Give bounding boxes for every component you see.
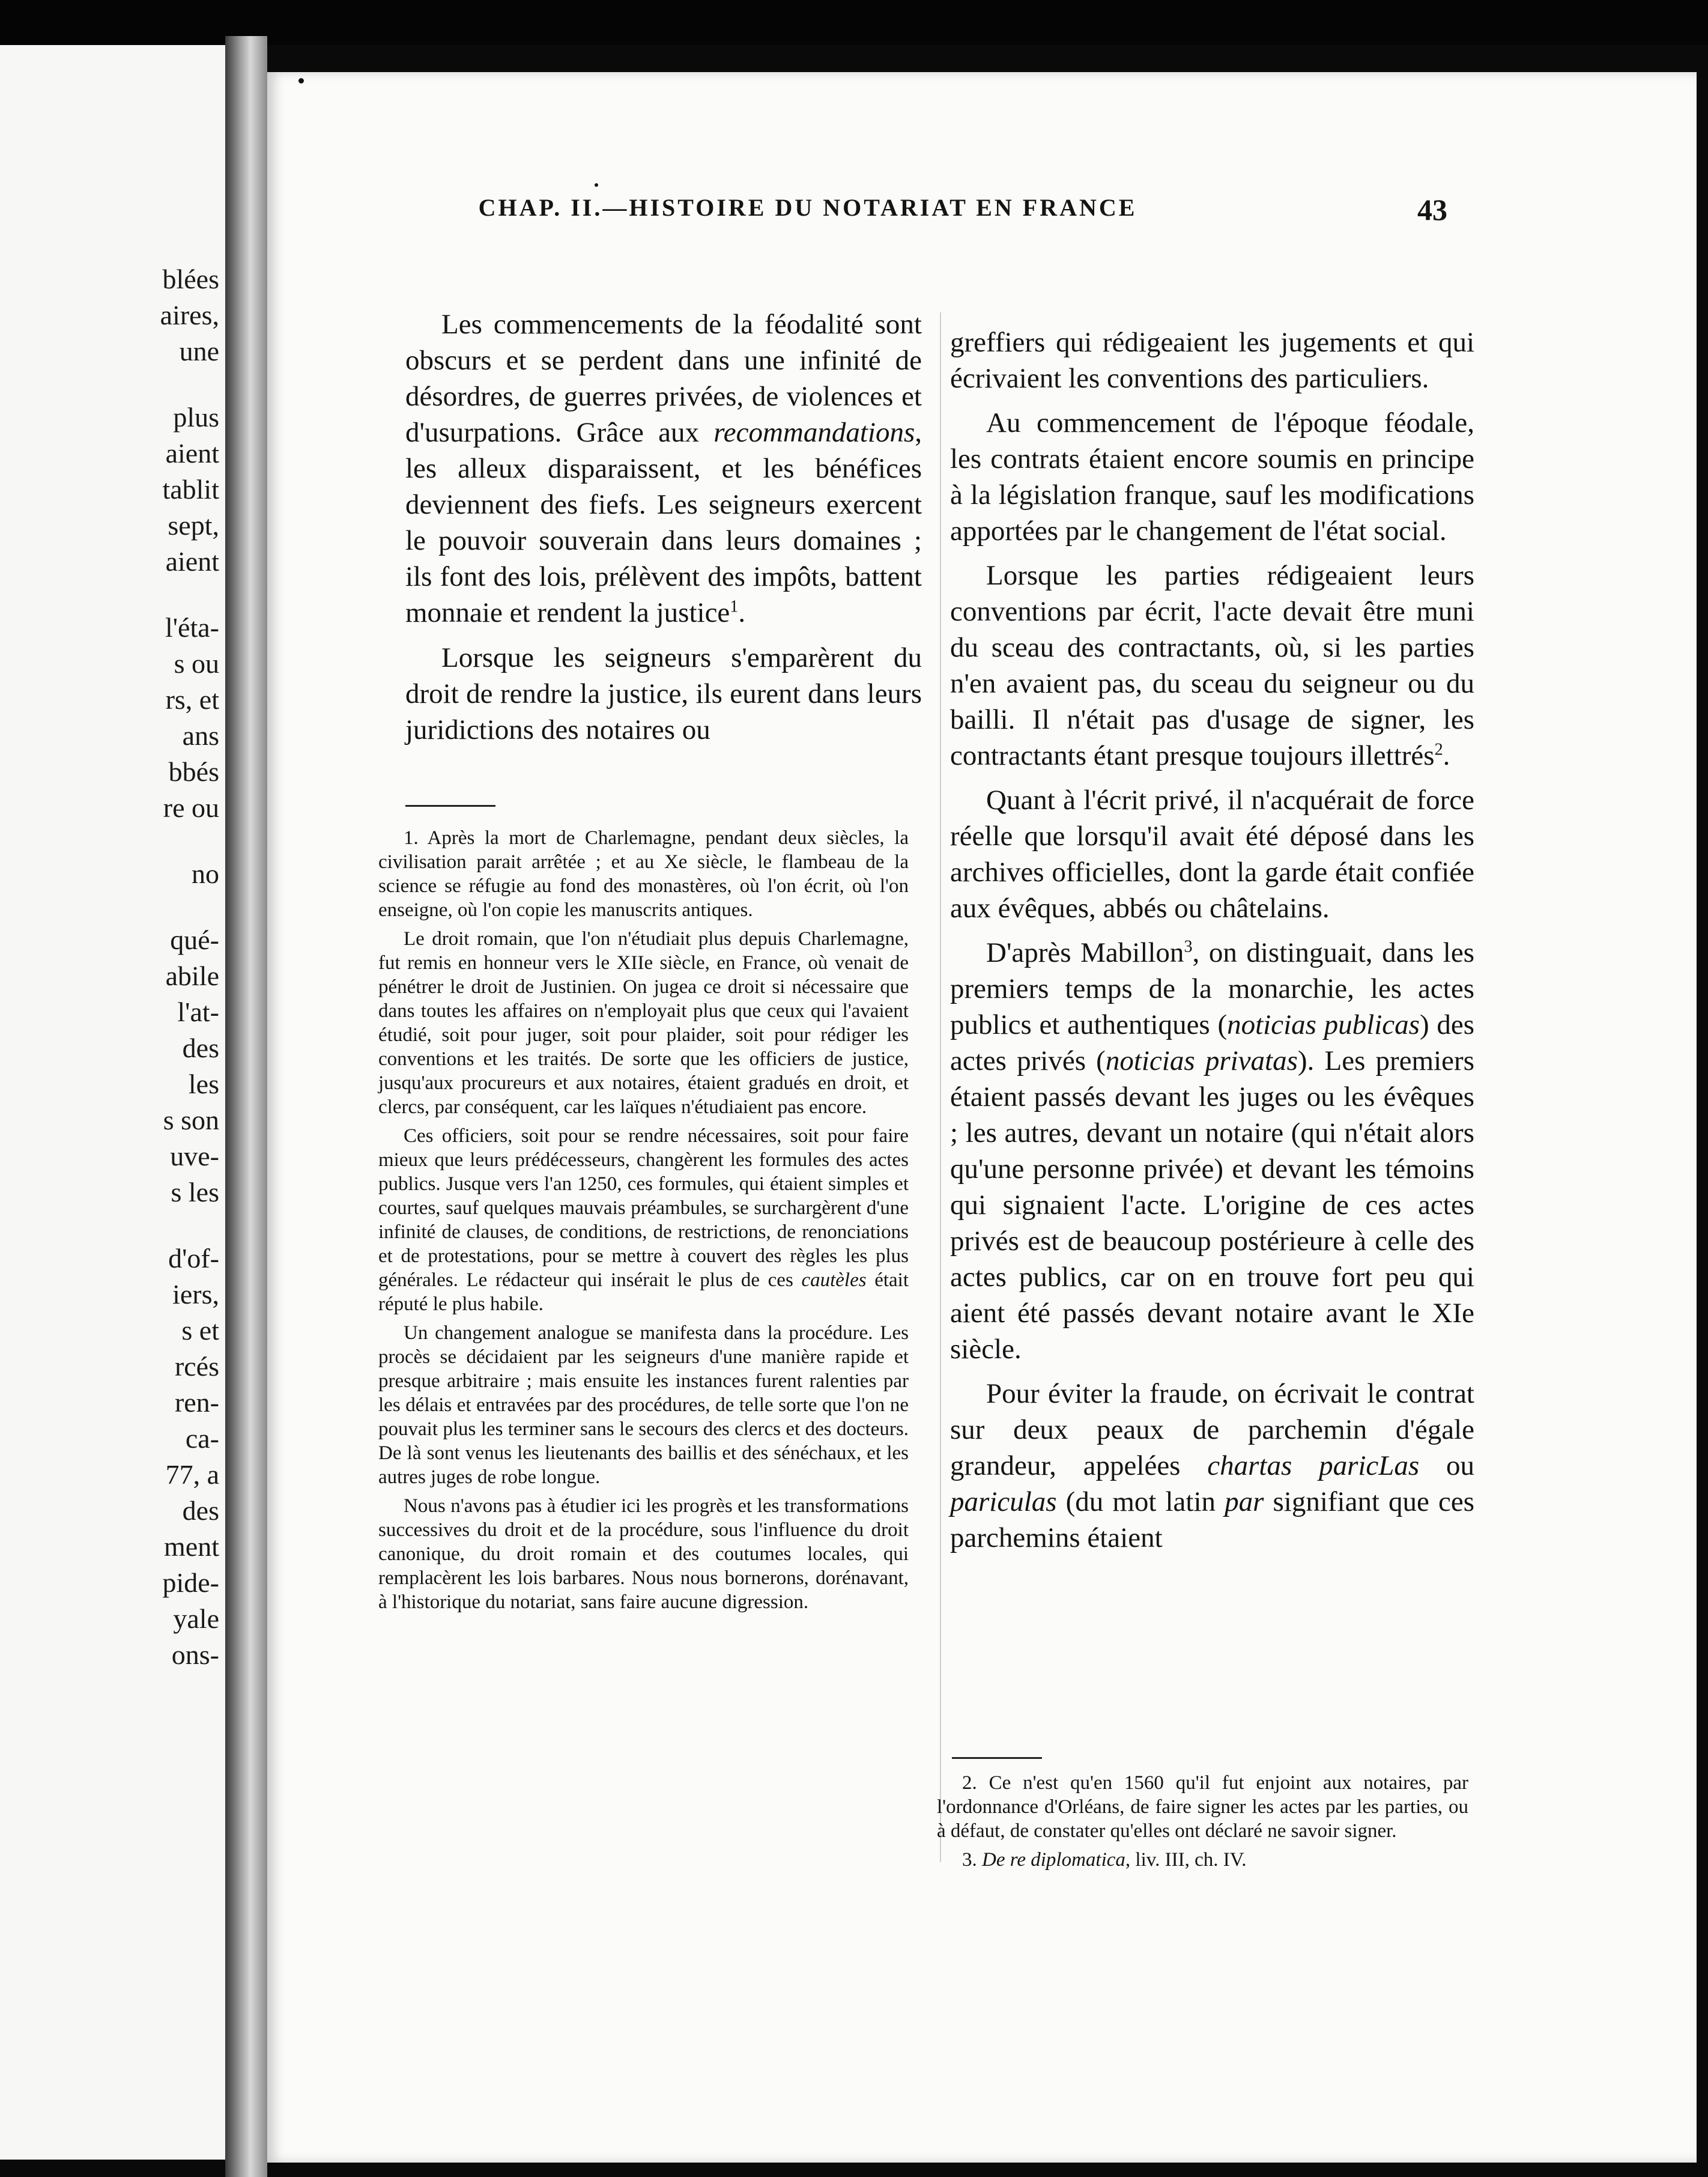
left-page-text-fragment: s son xyxy=(163,1105,219,1135)
left-page-text-fragment: bbés xyxy=(168,756,219,787)
text-run: ). Les premiers étaient passés devant les juges ou les évêques ; les autres, devant un notaire (qui n'était alors qu'une personne privée) et devant les témoins qui signaient l'acte. L'origine de ces actes privés est de beaucoup postérieure à celle des actes publics, car on en trouve fort peu qui aient été passés devant notaire avant le XIe siècle. xyxy=(950,1045,1474,1365)
left-page-text-fragment: plus xyxy=(173,402,219,433)
footnote xyxy=(937,1848,1468,1872)
left-page-text-fragment: sept, xyxy=(168,510,219,541)
left-page-text-fragment: re ou xyxy=(163,792,219,823)
paragraph: Au commencement de l'époque féodale, les contrats étaient encore soumis en principe à la législation franque, sauf les modifications apportées par le changement de l'état social. xyxy=(950,407,1474,547)
left-page-text-fragment: qué- xyxy=(170,925,219,955)
paragraph: greffiers qui rédigeaient les jugements et qui écrivaient les conventions des particuliers. xyxy=(950,327,1474,394)
footnote-rule xyxy=(405,805,495,807)
column-divider xyxy=(940,312,941,1862)
left-page-text-fragment: blées xyxy=(162,264,219,294)
italic-term: noticias publicas xyxy=(1227,1009,1420,1040)
left-page-text-fragment: s et xyxy=(181,1315,219,1346)
left-page-text-fragment: ans xyxy=(182,720,219,751)
left-page-text-fragment: rs, et xyxy=(165,684,219,715)
text-run: 3. xyxy=(962,1849,982,1871)
left-page-text-fragment: aient xyxy=(165,546,219,577)
scan-speck xyxy=(595,183,598,187)
book-gutter xyxy=(225,36,267,2177)
italic-term: cautèles xyxy=(801,1269,867,1291)
text-run: . xyxy=(738,597,746,628)
text-run: . xyxy=(1443,740,1450,771)
paragraph xyxy=(950,557,1474,774)
left-page-text-fragment: l'éta- xyxy=(165,612,219,643)
italic-term: recommandations xyxy=(713,417,915,448)
footnotes-right xyxy=(937,1771,1468,1877)
left-page-text-fragment: 77, a xyxy=(165,1459,219,1490)
main-text-column-right xyxy=(950,324,1474,1556)
italic-term: chartas paricLas xyxy=(1207,1450,1420,1481)
main-text-column-left xyxy=(405,306,922,748)
italic-term: par xyxy=(1225,1486,1264,1517)
text-run: Lorsque les parties rédigeaient leurs conventions par écrit, l'acte devait être muni du sceau des contractants, où, si les parties n'en avaient pas, du sceau du seigneur ou du bailli. Il n'était pas d'usage de signer, les contractants étant presque toujours illettrés xyxy=(950,560,1474,771)
left-page-text-fragment: abile xyxy=(165,961,219,991)
left-page-text-fragment: aient xyxy=(165,438,219,469)
left-page-text-fragment: yale xyxy=(173,1603,219,1634)
left-page-text-fragment: rcés xyxy=(174,1351,219,1382)
left-page-text-fragment: ren- xyxy=(174,1387,219,1418)
left-page-text-fragment: aires, xyxy=(160,300,219,330)
paragraph xyxy=(950,1376,1474,1556)
left-page-text-fragment: des xyxy=(182,1495,219,1526)
text-run: Ces officiers, soit pour se rendre nécessaires, soit pour faire mieux que leurs prédécesseurs, changèrent les formules des actes publics. Jusque vers l'an 1250, ces formules, qui étaient simples et courtes, sauf quelques mauvais préambules, se surchargèrent d'une infinité de clauses, de conditions, de restrictions, de renonciations et de protestations, pour se mettre à couvert des règles les plus générales. Le rédacteur qui insérait le plus de ces xyxy=(378,1125,909,1291)
italic-term: pariculas xyxy=(950,1486,1057,1517)
paragraph xyxy=(405,306,922,631)
running-header: CHAP. II.—HISTOIRE DU NOTARIAT EN FRANCE xyxy=(478,194,1137,221)
paragraph: Lorsque les seigneurs s'emparèrent du droit de rendre la justice, ils eurent dans leurs juridictions des notaires ou xyxy=(405,642,922,745)
text-run: Les commencements de la féodalité sont obscurs et se perdent dans une infinité de désordres, de guerres privées, de violences et d'usurpations. Grâce aux xyxy=(405,309,922,448)
left-page-text-fragment: d'of- xyxy=(168,1243,219,1274)
text-run: Pour éviter la fraude, on écrivait le contrat sur deux peaux de parchemin d'égale grandeur, appelées xyxy=(950,1378,1474,1481)
footnote: Un changement analogue se manifesta dans la procédure. Les procès se décidaient par les seigneurs d'une manière rapide et presque arbitraire ; mais ensuite les instances furent ralenties par les délais et entravées par des procédures, de telle sorte que l'on ne pouvait plus les terminer sans le secours des clercs et des docteurs. De là sont venus les lieutenants des baillis et des sénéchaux, et les autres juges de robe longue. xyxy=(378,1322,909,1488)
left-page-text-fragment: l'at- xyxy=(177,997,219,1027)
left-page-text-fragment: une xyxy=(179,336,219,366)
paragraph xyxy=(950,935,1474,1367)
left-page-text-fragment: uve- xyxy=(170,1141,219,1171)
text-run: , on distinguait, dans les premiers temps de la monarchie, les actes publics et authentiques ( xyxy=(950,937,1474,1040)
footnote-ref: 3 xyxy=(1184,937,1193,956)
left-page-text-fragment: des xyxy=(182,1033,219,1063)
left-page-text-fragment: ons- xyxy=(171,1639,219,1670)
left-page-text-fragment: ment xyxy=(164,1531,219,1562)
footnote xyxy=(378,1124,909,1316)
left-page-text-fragment: les xyxy=(188,1069,219,1099)
footnote: Le droit romain, que l'on n'étudiait plus depuis Charlemagne, fut remis en honneur vers le XIIe siècle, en France, où venait de pénétrer le droit de Justinien. On jugea ce droit si nécessaire que dans toutes les affaires on n'employait plus que ceux qui l'avaient étudié, soit pour juger, soit pour plaider, soit pour rédiger les conventions et les traités. De sorte que les officiers de justice, jusqu'aux procureurs et aux notaires, étaient gradués en droit, et clercs, par conséquent, car les laïques n'étudiaient pas encore. xyxy=(378,928,909,1118)
italic-term: noticias privatas xyxy=(1105,1045,1298,1076)
left-page-text-fragment: s les xyxy=(171,1177,219,1207)
page-number: 43 xyxy=(1417,193,1447,226)
text-run: , liv. III, ch. IV. xyxy=(1125,1849,1247,1871)
footnote: 1. Après la mort de Charlemagne, pendant deux siècles, la civilisation parait arrêtée ; et au Xe siècle, le flambeau de la science se réfugie au fond des monastères, où l'on écrit, où l'on enseigne, où l'on copie les manuscrits antiques. xyxy=(378,827,909,921)
footnotes-left xyxy=(378,826,909,1619)
text-run: signifiant que ces parchemins étaient xyxy=(950,1486,1474,1553)
left-page-text-fragment: tablit xyxy=(162,474,219,505)
text-run: (du mot latin xyxy=(1056,1486,1225,1517)
footnote-ref: 2 xyxy=(1434,740,1443,759)
footnote-ref: 1 xyxy=(730,597,739,616)
left-page-text-fragment: iers, xyxy=(172,1279,219,1310)
italic-term: De re diplomatica xyxy=(982,1849,1125,1871)
left-page-text-fragment: ca- xyxy=(185,1423,219,1454)
text-run: ou xyxy=(1419,1450,1475,1481)
left-page-edge xyxy=(0,45,225,2160)
text-run: , les alleux disparaissent, et les bénéfices deviennent des fiefs. Les seigneurs exercent le pouvoir souverain dans leurs domaines ; ils font des lois, prélèvent des impôts, battent monnaie et rendent la justice xyxy=(405,417,922,628)
footnote: Nous n'avons pas à étudier ici les progrès et les transformations successives du droit et de la procédure, sous l'influence du droit canonique, du droit romain et des coutumes locales, qui remplacèrent les lois barbares. Nous nous bornerons, dorénavant, à l'historique du notariat, sans faire aucune digression. xyxy=(378,1495,909,1613)
left-page-text-fragment: pide- xyxy=(162,1567,219,1598)
text-run: D'après Mabillon xyxy=(986,937,1184,968)
left-page-text-fragment: no xyxy=(192,858,219,889)
text-run: était réputé le plus habile. xyxy=(378,1269,909,1315)
scan-speck xyxy=(298,78,304,83)
footnote: 2. Ce n'est qu'en 1560 qu'il fut enjoint aux notaires, par l'ordonnance d'Orléans, de faire signer les actes par les parties, ou à défaut, de constater qu'elles ont déclaré ne savoir signer. xyxy=(937,1772,1468,1842)
left-page-text-fragment: s ou xyxy=(174,648,219,679)
footnote-rule xyxy=(952,1757,1042,1759)
text-run: ) des actes privés ( xyxy=(950,1009,1474,1076)
paragraph: Quant à l'écrit privé, il n'acquérait de force réelle que lorsqu'il avait été déposé dans les archives officielles, dont la garde était confiée aux évêques, abbés ou châtelains. xyxy=(950,785,1474,924)
